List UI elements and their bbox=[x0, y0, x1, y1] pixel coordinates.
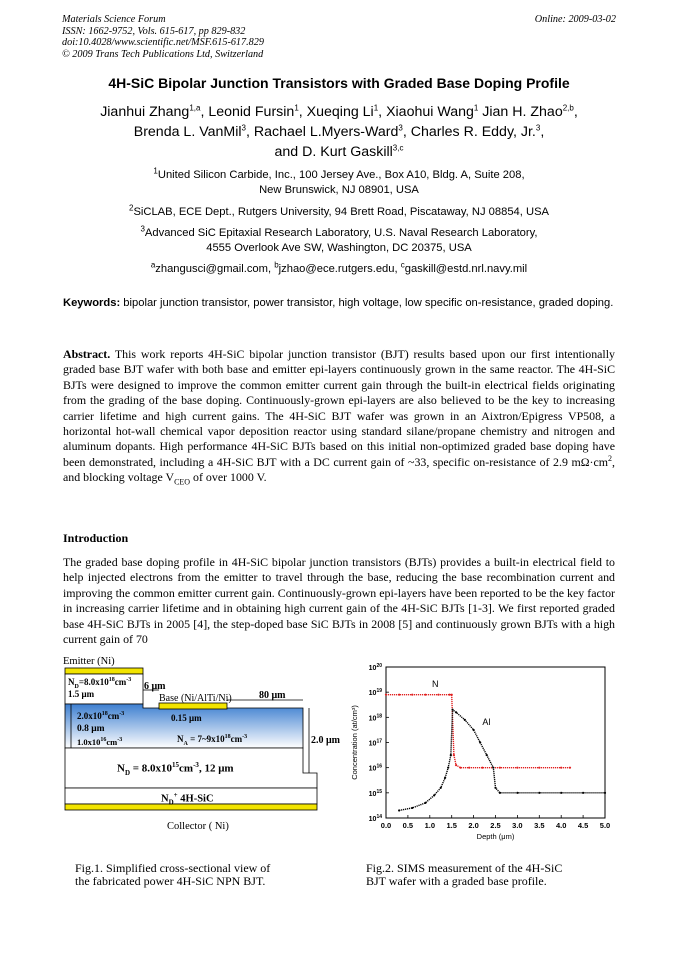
data-point-n bbox=[437, 694, 439, 696]
base-doping-top: $2.0x10^{18}cm^{-3}$ bbox=[77, 711, 125, 721]
figure-1-cross-section bbox=[63, 656, 345, 836]
x-tick-label: 3.5 bbox=[534, 821, 545, 830]
introduction-text: The graded base doping profile in 4H-SiC bipolar junction transistors (BJTs) provides a built-in electrical field to help injected electrons from the emitter to travel through the base, reducing the base recombination current and improving the common emitter current gain. Continuously-grown epi-layers have been reported to be the key factor in increasing carrier lifetime and in obtaining high current gain of the 4H-SiC BJTs [1-3]. We first reported graded base 4H-SiC BJTs in 2005 [4], the step-doped base SiC BJTs in 2008 [5] and continuously grown BJTs with a high current gain of 70 bbox=[63, 555, 615, 647]
data-point-n bbox=[481, 767, 483, 769]
journal-copyright: © 2009 Trans Tech Publications Ltd, Switzerland bbox=[62, 48, 264, 60]
author: Charles R. Eddy, Jr.$^3$ bbox=[410, 123, 541, 140]
affiliation-1: $^1$United Silicon Carbide, Inc., 100 Jersey Ave., Box A10, Bldg. A, Suite 208, New Brunswick, NJ 08901, USA bbox=[153, 166, 525, 196]
y-tick-label: $10^{20}$ bbox=[368, 663, 382, 672]
x-tick-label: 0.5 bbox=[402, 821, 414, 830]
x-tick-label: 4.5 bbox=[577, 821, 589, 830]
online-date: Online: 2009-03-02 bbox=[534, 14, 616, 25]
data-point-n bbox=[385, 694, 387, 696]
y-tick-label: $10^{17}$ bbox=[368, 738, 382, 748]
email-link[interactable]: jzhao@ece.rutgers.edu, bbox=[278, 263, 401, 275]
base-doping-bottom: $1.0x10^{16}cm^{-3}$ bbox=[77, 737, 123, 747]
y-tick-label: $10^{15}$ bbox=[368, 788, 382, 798]
contact-thickness: 0.15 μm bbox=[171, 713, 202, 723]
journal-header bbox=[62, 14, 264, 60]
author: Xiaohui Wang$^1$ bbox=[386, 103, 479, 120]
data-point-al bbox=[494, 787, 496, 789]
author: Rachael L.Myers-Ward$^3$ bbox=[253, 123, 403, 140]
data-point-al bbox=[411, 807, 413, 809]
email-link[interactable]: zhangusci@gmail.com, bbox=[155, 263, 275, 275]
emitter-label: Emitter (Ni) bbox=[63, 656, 115, 667]
data-point-al bbox=[486, 754, 488, 756]
y-tick-label: $10^{19}$ bbox=[368, 688, 382, 698]
step-label: 6 μm bbox=[144, 681, 166, 692]
data-point-al bbox=[450, 754, 452, 756]
data-point-al bbox=[499, 792, 501, 794]
affiliation-2: $^2$SiCLAB, ECE Dept., Rutgers University, 94 Brett Road, Piscataway, NJ 08854, USA bbox=[128, 203, 549, 218]
abstract: Abstract. This work reports 4H-SiC bipolar junction transistor (BJT) results based upon our first intentionally graded base BJT wafer with both base and emitter epi-layers continuously grown in the same reactor. The 4H-SiC BJTs were designed to improve the common emitter current gain through the built-in electrical fields originating from the grading of the base doping. Continuously-grown epi-layers are also believed to be the key to increasing carrier lifetime and high current gains. The 4H-SiC BJT wafer was grown in an Aixtron/Epigress VP508, a horizontal hot-wall chemical vapor deposition reactor using standard silane/propane chemistry and nitrogen and aluminum dopants. High performance 4H-SiC BJTs based on this initial non-optimized graded base doping have been demonstrated, including a 4H-SiC BJT with a DC current gain of ~33, specific on-resistance of 2.9 $m\Omega\cdot cm^2$, and blocking voltage $V_{CEO}$ of over 1000 V. bbox=[63, 347, 615, 487]
data-point-n bbox=[453, 754, 455, 756]
figure-2-caption: Fig.2. SIMS measurement of the 4H-SiC BJT wafer with a graded base profile. bbox=[366, 861, 563, 888]
sims-plot bbox=[344, 659, 614, 849]
base-na-doping: $N_A$ = $7\sim 9x10^{18}cm^{-3}$ bbox=[177, 734, 248, 747]
data-point-n bbox=[538, 767, 540, 769]
keywords-label: Keywords: bbox=[63, 297, 121, 309]
author: Xueqing Li$^1$ bbox=[306, 103, 379, 120]
data-point-n bbox=[516, 767, 518, 769]
keywords-text: bipolar junction transistor, power transistor, high voltage, low specific on-resistance, graded doping. bbox=[120, 297, 614, 309]
data-point-al bbox=[433, 794, 435, 796]
data-point-n bbox=[468, 767, 470, 769]
data-point-al bbox=[447, 767, 449, 769]
data-point-n bbox=[411, 694, 413, 696]
x-tick-label: 2.0 bbox=[468, 821, 479, 830]
abstract-label: Abstract. bbox=[63, 347, 111, 361]
journal-issn: ISSN: 1662-9752, Vols. 615-617, pp 829-832 bbox=[62, 25, 246, 37]
x-tick-label: 3.0 bbox=[512, 821, 523, 830]
author: and D. Kurt Gaskill$^{3,c}$ bbox=[274, 143, 404, 160]
y-tick-label: $10^{18}$ bbox=[368, 713, 382, 723]
drift-label: $N_D = 8.0x10^{15}cm^{-3}$, 12 μm bbox=[117, 761, 234, 777]
journal-name: Materials Science Forum bbox=[62, 14, 166, 25]
email-link[interactable]: gaskill@estd.nrl.navy.mil bbox=[404, 263, 528, 275]
data-point-al bbox=[424, 802, 426, 804]
data-point-n bbox=[455, 764, 457, 766]
author: Jianhui Zhang$^{1,a}$ bbox=[100, 103, 201, 120]
keywords bbox=[63, 296, 615, 312]
author: Brenda L. VanMil$^3$ bbox=[133, 123, 246, 140]
data-point-al bbox=[473, 729, 475, 731]
emitter-doping: $N_D=8.0x10^{18}cm^{-3}$ bbox=[68, 677, 132, 690]
figure-2-sims-chart bbox=[344, 659, 614, 849]
series-label-n: N bbox=[431, 679, 439, 690]
data-point-al bbox=[455, 711, 457, 713]
emitter-thickness: 1.5 μm bbox=[68, 689, 95, 699]
data-point-al bbox=[582, 792, 584, 794]
base-thickness: 0.8 μm bbox=[77, 724, 105, 734]
x-tick-label: 5.0 bbox=[599, 821, 611, 830]
data-point-n bbox=[398, 694, 400, 696]
y-axis-label: Concentration (at/cm³) bbox=[350, 705, 359, 780]
collector-label: Collector ( Ni) bbox=[167, 821, 229, 832]
y-tick-label: $10^{16}$ bbox=[368, 763, 382, 773]
base-contact-label: Base (Ni/AlTi/Ni) bbox=[159, 693, 232, 704]
x-tick-label: 1.0 bbox=[424, 821, 436, 830]
section-heading: Introduction bbox=[63, 531, 129, 545]
x-tick-label: 0.0 bbox=[380, 821, 392, 830]
email-list: $^a$zhangusci@gmail.com, $^b$jzhao@ece.rutgers.edu, $^c$gaskill@estd.nrl.navy.mil bbox=[150, 260, 528, 275]
paper-title: 4H-SiC Bipolar Junction Transistors with Graded Base Doping Profile bbox=[108, 75, 570, 91]
data-point-al bbox=[560, 792, 562, 794]
data-point-n bbox=[569, 767, 571, 769]
data-point-n bbox=[424, 694, 426, 696]
data-point-n bbox=[448, 694, 450, 696]
substrate-label: $N_D^+$ 4H-SiC bbox=[161, 791, 214, 807]
data-point-al bbox=[516, 792, 518, 794]
data-point-n bbox=[451, 694, 453, 696]
data-point-al bbox=[398, 809, 400, 811]
data-point-al bbox=[440, 787, 442, 789]
data-point-n bbox=[499, 767, 501, 769]
data-point-al bbox=[538, 792, 540, 794]
data-point-al bbox=[444, 777, 446, 779]
author: Leonid Fursin$^1$ bbox=[208, 103, 299, 120]
x-axis-label: Depth (μm) bbox=[476, 832, 515, 841]
data-point-al bbox=[451, 709, 453, 711]
y-tick-label: $10^{14}$ bbox=[368, 814, 382, 823]
author: Jian H. Zhao$^{2,b}$ bbox=[482, 103, 574, 120]
journal-doi: doi:10.4028/www.scientific.net/MSF.615-617.829 bbox=[62, 37, 264, 49]
author-list: Jianhui Zhang$^{1,a}$, Leonid Fursin$^1$, Xueqing Li$^1$, Xiaohui Wang$^1$ Jian H. Zhao$^{2,b}$, Brenda L. VanMil$^3$, Rachael L.Myers-Ward$^3$, Charles R. Eddy, Jr.$^3$, and D. Kurt Gaskill$^{3,c}$ bbox=[100, 103, 578, 160]
data-point-al bbox=[492, 767, 494, 769]
figure-1-caption: Fig.1. Simplified cross-sectional view of the fabricated power 4H-SiC NPN BJT. bbox=[75, 861, 271, 888]
x-tick-label: 4.0 bbox=[555, 821, 567, 830]
x-tick-label: 1.5 bbox=[446, 821, 457, 830]
x-tick-label: 2.5 bbox=[490, 821, 501, 830]
data-point-al bbox=[464, 719, 466, 721]
mesa-height-label: 2.0 μm bbox=[311, 735, 340, 746]
emitter-contact bbox=[65, 668, 143, 674]
data-point-al bbox=[604, 792, 606, 794]
width-label: 80 μm bbox=[259, 690, 286, 701]
data-point-n bbox=[459, 767, 461, 769]
data-point-al bbox=[479, 741, 481, 743]
plot-frame bbox=[386, 667, 605, 818]
data-point-n bbox=[560, 767, 562, 769]
series-label-al: Al bbox=[482, 716, 491, 727]
affiliation-3: $^3$Advanced SiC Epitaxial Research Laboratory, U.S. Naval Research Laboratory, 4555 Overlook Ave SW, Washington, DC 20375, USA bbox=[140, 224, 538, 254]
